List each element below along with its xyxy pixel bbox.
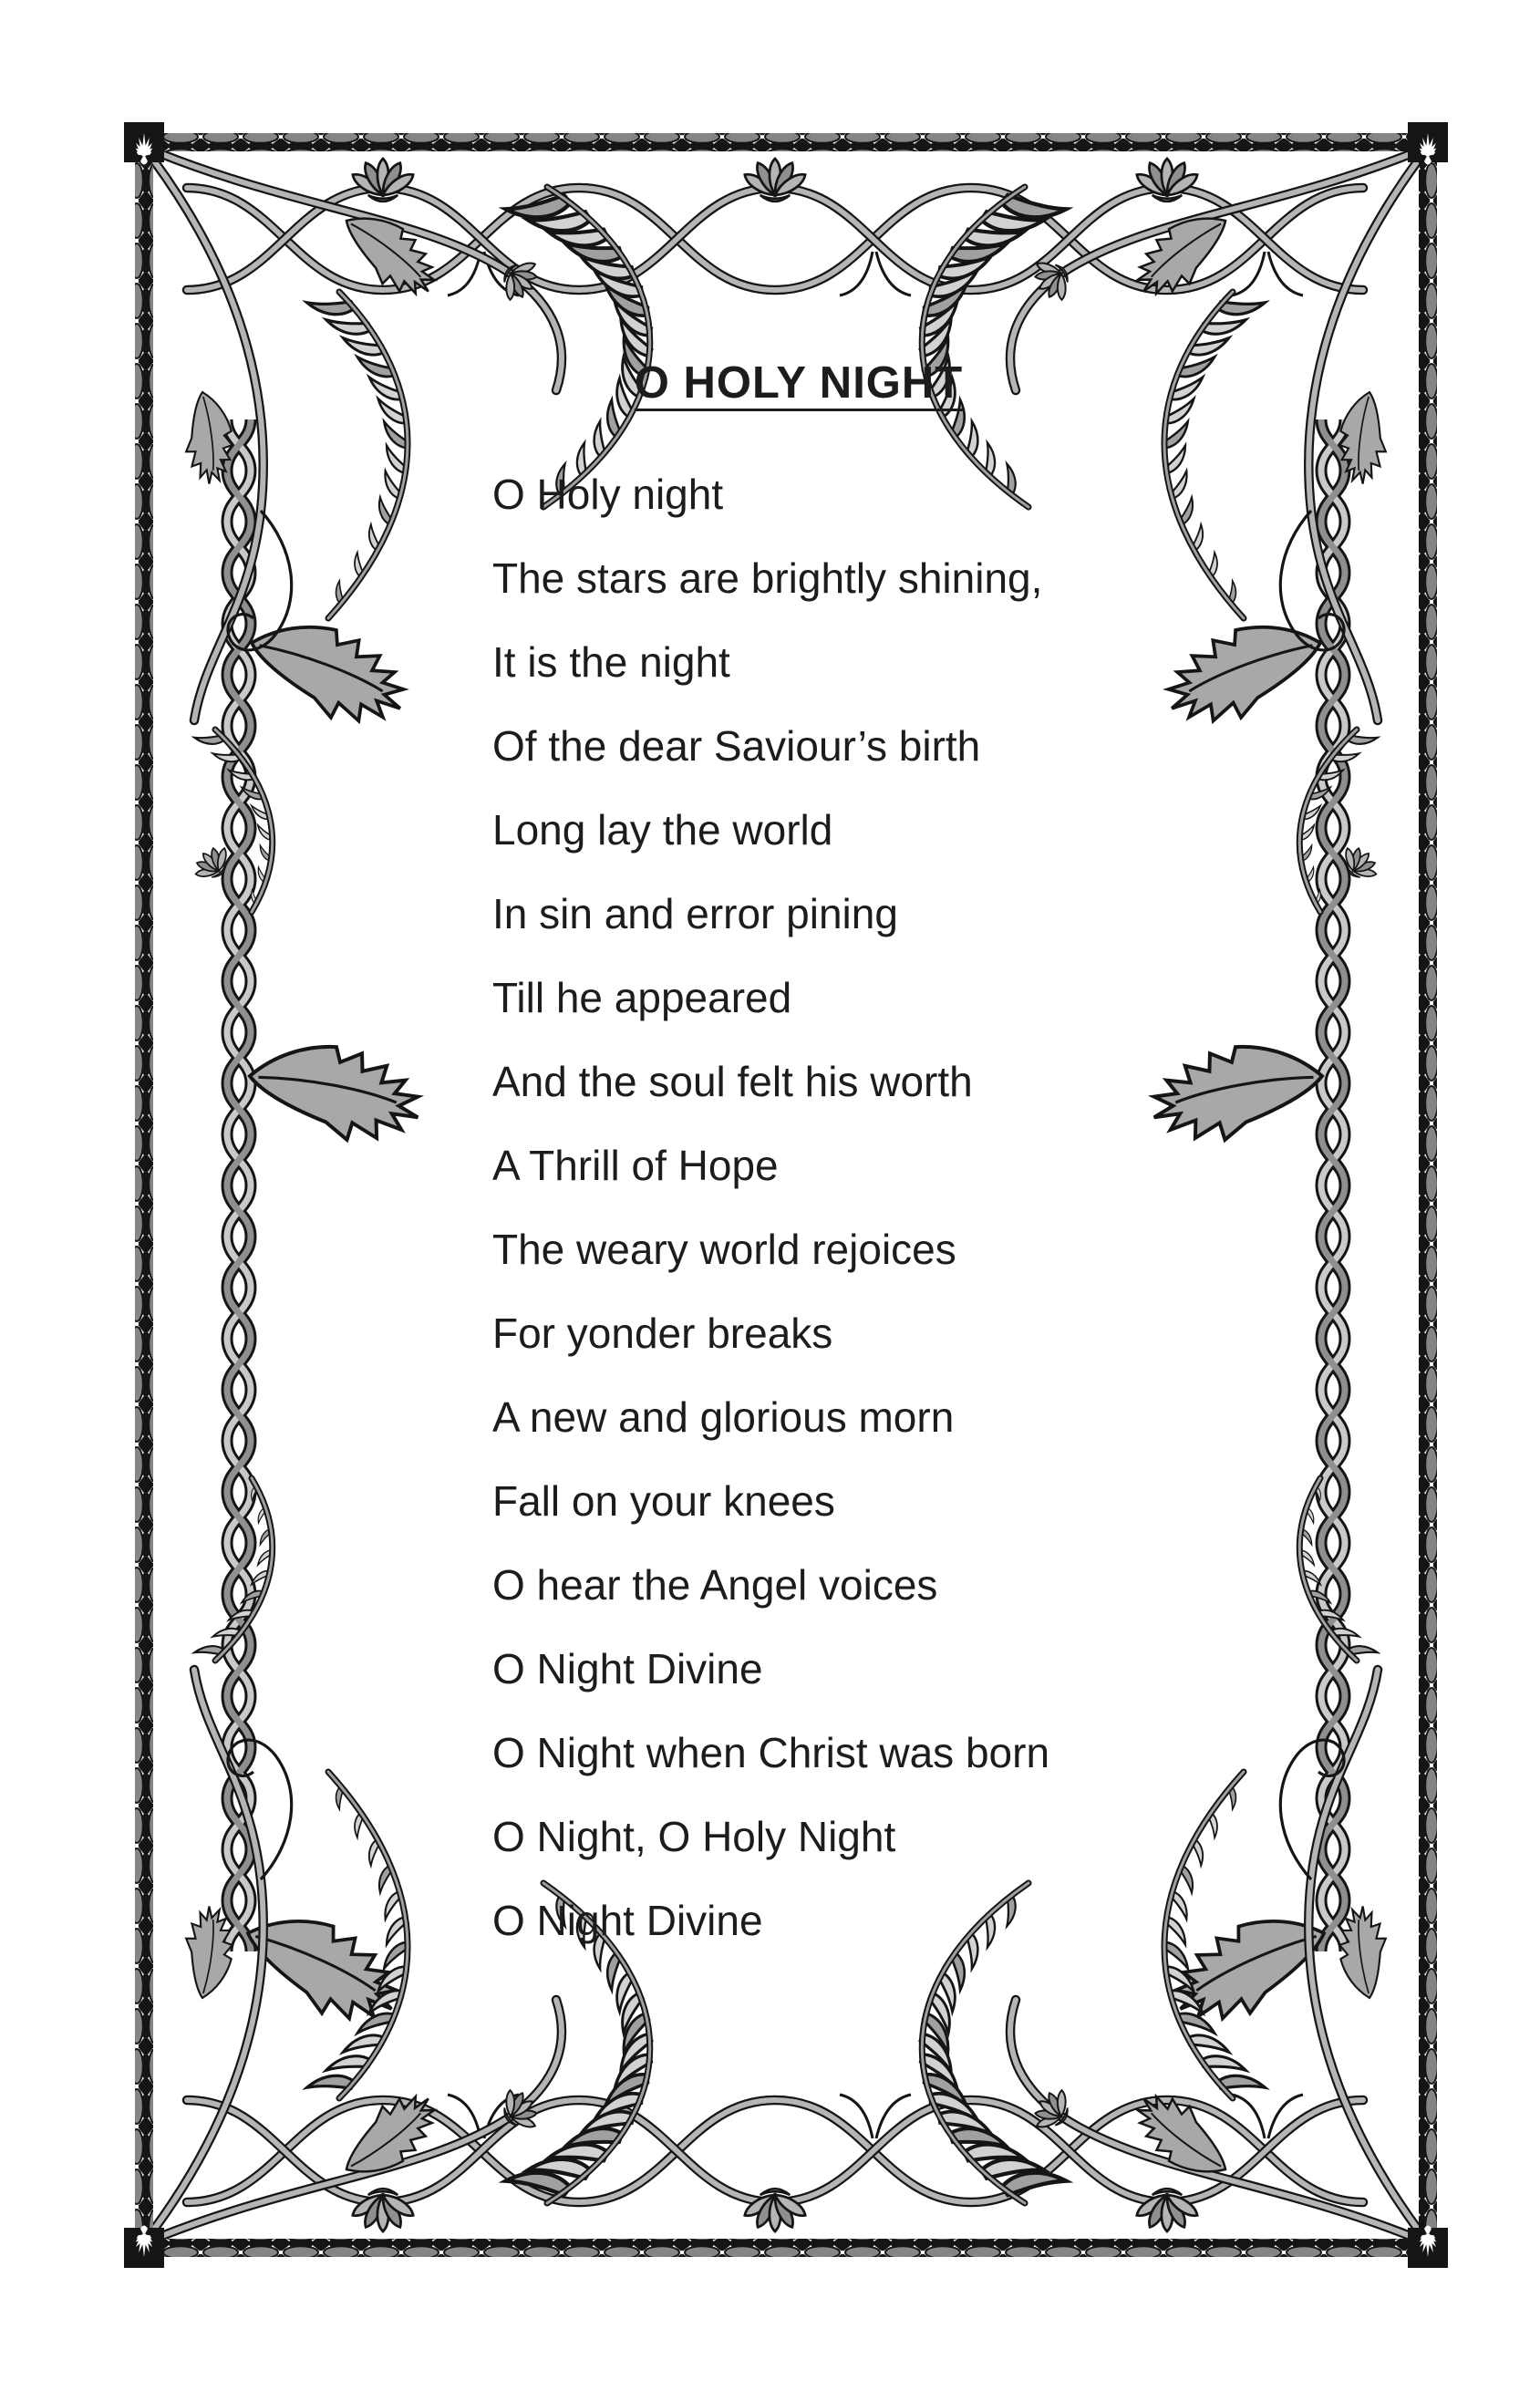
poem-line: O hear the Angel voices	[492, 1561, 938, 1609]
poem-line: O Holy night	[492, 471, 724, 518]
poem-line: The weary world rejoices	[492, 1226, 956, 1273]
poem-line: O Night Divine	[492, 1897, 763, 1944]
poem-line: Fall on your knees	[492, 1477, 835, 1525]
poem-line: A new and glorious morn	[492, 1393, 955, 1441]
poem-line: O Night, O Holy Night	[492, 1813, 896, 1860]
poem-line: Long lay the world	[492, 806, 833, 854]
poem-line: Till he appeared	[492, 974, 792, 1021]
poem-line: A Thrill of Hope	[492, 1142, 779, 1189]
poem-line: It is the night	[492, 638, 730, 686]
poem-line: O Night when Christ was born	[492, 1729, 1050, 1776]
poem-title: O HOLY NIGHT	[634, 358, 964, 408]
poem-line: In sin and error pining	[492, 890, 898, 937]
poem-line: And the soul felt his worth	[492, 1058, 973, 1105]
poem-body	[492, 452, 1105, 1962]
poem-line: For yonder breaks	[492, 1309, 833, 1357]
poem-line: The stars are brightly shining,	[492, 554, 1043, 602]
poem-line: O Night Divine	[492, 1645, 763, 1692]
poem-line: Of the dear Saviour’s birth	[492, 722, 981, 770]
poem-content	[492, 0, 1105, 2391]
